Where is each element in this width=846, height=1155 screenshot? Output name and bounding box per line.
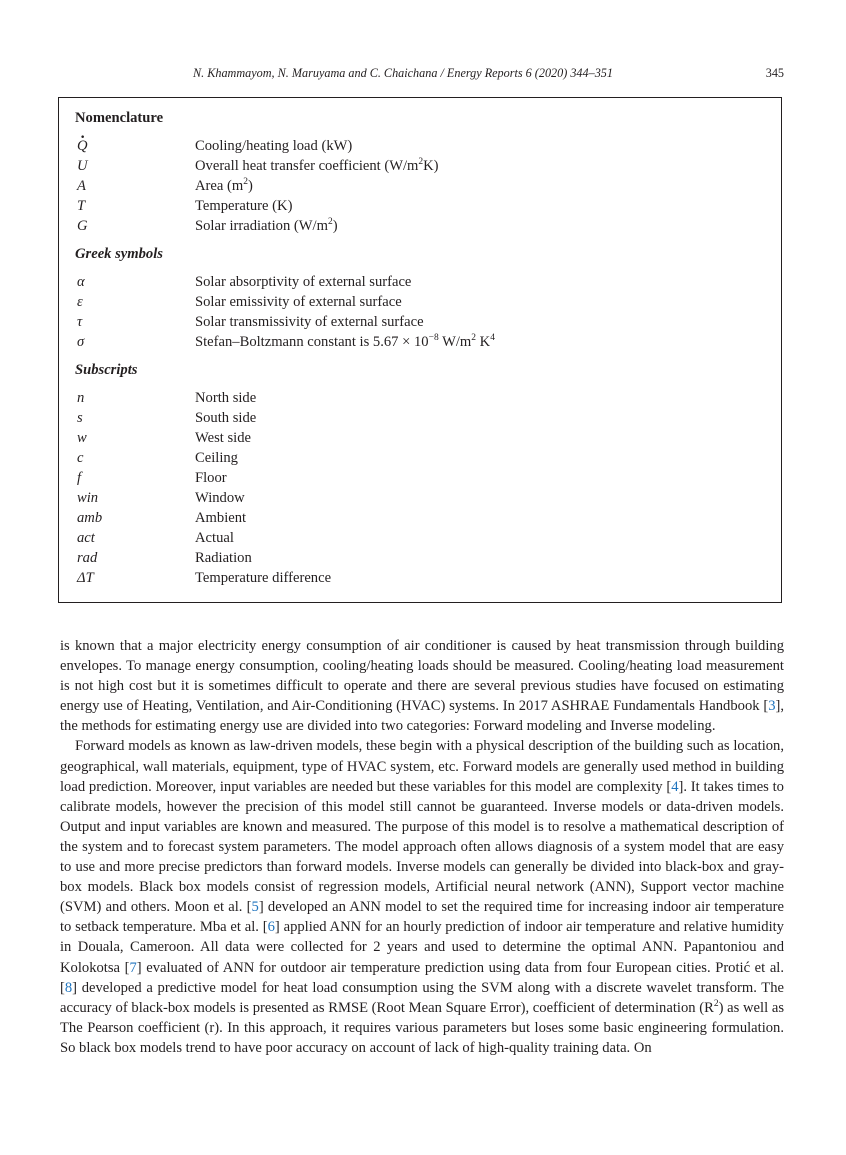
body-text (60, 636, 784, 1058)
nomenclature-definition: Solar transmissivity of external surface (195, 314, 424, 330)
nomenclature-row (75, 294, 765, 314)
nomenclature-definition: Overall heat transfer coefficient $(W/m^2K)$ (195, 157, 439, 174)
nomenclature-symbol: s (77, 410, 83, 426)
nomenclature-title: Nomenclature (75, 110, 164, 126)
nomenclature-symbol: c (77, 450, 84, 466)
nomenclature-row (75, 138, 765, 158)
reference-link[interactable]: 3 (768, 698, 776, 715)
nomenclature-symbol: w (77, 430, 87, 446)
nomenclature-symbol: win (77, 490, 99, 506)
nomenclature-row (75, 390, 765, 410)
nomenclature-definition: Radiation (195, 550, 252, 566)
nomenclature-row (75, 510, 765, 530)
nomenclature-row (75, 470, 765, 490)
nomenclature-definition: Window (195, 490, 245, 506)
reference-link[interactable]: 7 (129, 959, 137, 976)
nomenclature-definition: West side (195, 430, 251, 446)
nomenclature-symbol: n (77, 390, 85, 406)
reference-link[interactable]: 5 (251, 899, 259, 916)
nomenclature-symbol: f (77, 470, 82, 486)
nomenclature-row (75, 274, 765, 294)
reference-link[interactable]: 6 (267, 919, 275, 936)
nomenclature-definition: North side (195, 390, 257, 406)
paragraph: Forward models as known as law-driven models, these begin with a physical description of the building such as location, geographical, wall materials, equipment, type of HVAC system, etc. Forward models are generally used method in building load prediction. Moreover, input variables are needed but these variables for this model are complexity [4]. It takes times to calibrate models, however the precision of this model still cannot be guaranteed. Inverse models or data-driven models. Output and input variables are known and measured. The purpose of this model is to resolve a mathematical description of the system and to forecast system parameters. The model approach often allows diagnosis of a system model that are easy to use and more precise predictors than forward models. Inverse models can generally be divided into black-box and gray-box models. Black box models consist of regression models, Artificial neural network (ANN), Support vector machine (SVM) and others. Moon et al. [5] developed an ANN model to set the required time for increasing indoor air temperature to setback temperature. Mba et al. [6] applied ANN for an hourly prediction of indoor air temperature and relative humidity in Douala, Cameroon. All data were collected for 2 years and used to determine the optimal ANN. Papantoniou and Kolokotsa [7] evaluated of ANN for outdoor air temperature prediction using data from four European cities. Protić et al. [8] developed a predictive model for heat load consumption using the SVM along with a discrete wavelet transform. The accuracy of black-box models is presented as RMSE (Root Mean Square Error), coefficient of determination $(R^2)$ as well as The Pearson coefficient (r). In this approach, it requires various parameters but loses some basic engineering formulation. So black box models trend to have poor accuracy on account of lack of high-quality training data. On (60, 738, 785, 1056)
reference-link[interactable]: 8 (64, 979, 73, 996)
nomenclature-symbol: τ (77, 314, 83, 330)
nomenclature-definition: Stefan–Boltzmann constant is $5.67 \times 10^{-8}$ $W/m^2$ $K^4$ (195, 333, 495, 350)
nomenclature-symbol: α (77, 274, 85, 290)
nomenclature-symbol: σ (77, 334, 85, 350)
nomenclature-row (75, 178, 765, 198)
nomenclature-definition: Solar emissivity of external surface (195, 294, 402, 310)
nomenclature-symbol: ε (77, 294, 83, 310)
nomenclature-row (75, 430, 765, 450)
nomenclature-symbol: U (77, 158, 88, 174)
nomenclature-row (75, 218, 765, 238)
nomenclature-row (75, 530, 765, 550)
nomenclature-row (75, 198, 765, 218)
nomenclature-row (75, 570, 765, 590)
paragraph: is known that a major electricity energy consumption of air conditioner is caused by heat transmission through building envelopes. To manage energy consumption, cooling/heating loads should be measured. Cooling/heating load measurement is not high cost but it is sometimes difficult to operate and there are several previous studies have focused on estimating energy use of Heating, Ventilation, and Air-Conditioning (HVAC) systems. In 2017 ASHRAE Fundamentals Handbook [3], the methods for estimating energy use are divided into two categories: Forward modeling and Inverse modeling. (60, 638, 784, 735)
nomenclature-symbol: T (77, 198, 86, 214)
nomenclature-symbol: act (77, 530, 95, 546)
nomenclature-symbol: · Q (77, 138, 88, 155)
running-header-citation: N. Khammayom, N. Maruyama and C. Chaichana / Energy Reports 6 (2020) 344–351 (193, 66, 613, 80)
nomenclature-row (75, 334, 765, 354)
nomenclature-symbol: ΔT (77, 570, 94, 586)
nomenclature-box (58, 97, 782, 603)
nomenclature-definition: Temperature (K) (195, 198, 293, 214)
nomenclature-symbol: amb (77, 510, 103, 526)
nomenclature-definition: Actual (195, 530, 234, 546)
nomenclature-definition: Temperature difference (195, 570, 332, 586)
nomenclature-row (75, 550, 765, 570)
nomenclature-row (75, 490, 765, 510)
nomenclature-definition: Solar irradiation $(W/m^2)$ (195, 217, 338, 234)
nomenclature-definition: Ambient (195, 510, 247, 526)
nomenclature-row (75, 450, 765, 470)
reference-link[interactable]: 4 (671, 778, 679, 795)
nomenclature-symbol: A (77, 178, 86, 194)
running-header (60, 66, 784, 84)
nomenclature-definition: Cooling/heating load (kW) (195, 138, 353, 154)
nomenclature-definition: South side (195, 410, 257, 426)
nomenclature-row (75, 410, 765, 430)
nomenclature-definition: Ceiling (195, 450, 238, 466)
nomenclature-row (75, 314, 765, 334)
nomenclature-row (75, 158, 765, 178)
subscripts-heading: Subscripts (75, 362, 138, 378)
nomenclature-definition: Solar absorptivity of external surface (195, 274, 412, 290)
page-number: 345 (765, 66, 784, 80)
greek-symbols-heading: Greek symbols (75, 246, 163, 262)
nomenclature-symbol: G (77, 218, 88, 234)
nomenclature-definition: Floor (195, 470, 227, 486)
nomenclature-symbol: rad (77, 550, 98, 566)
nomenclature-definition: Area $(m^2)$ (195, 177, 253, 194)
